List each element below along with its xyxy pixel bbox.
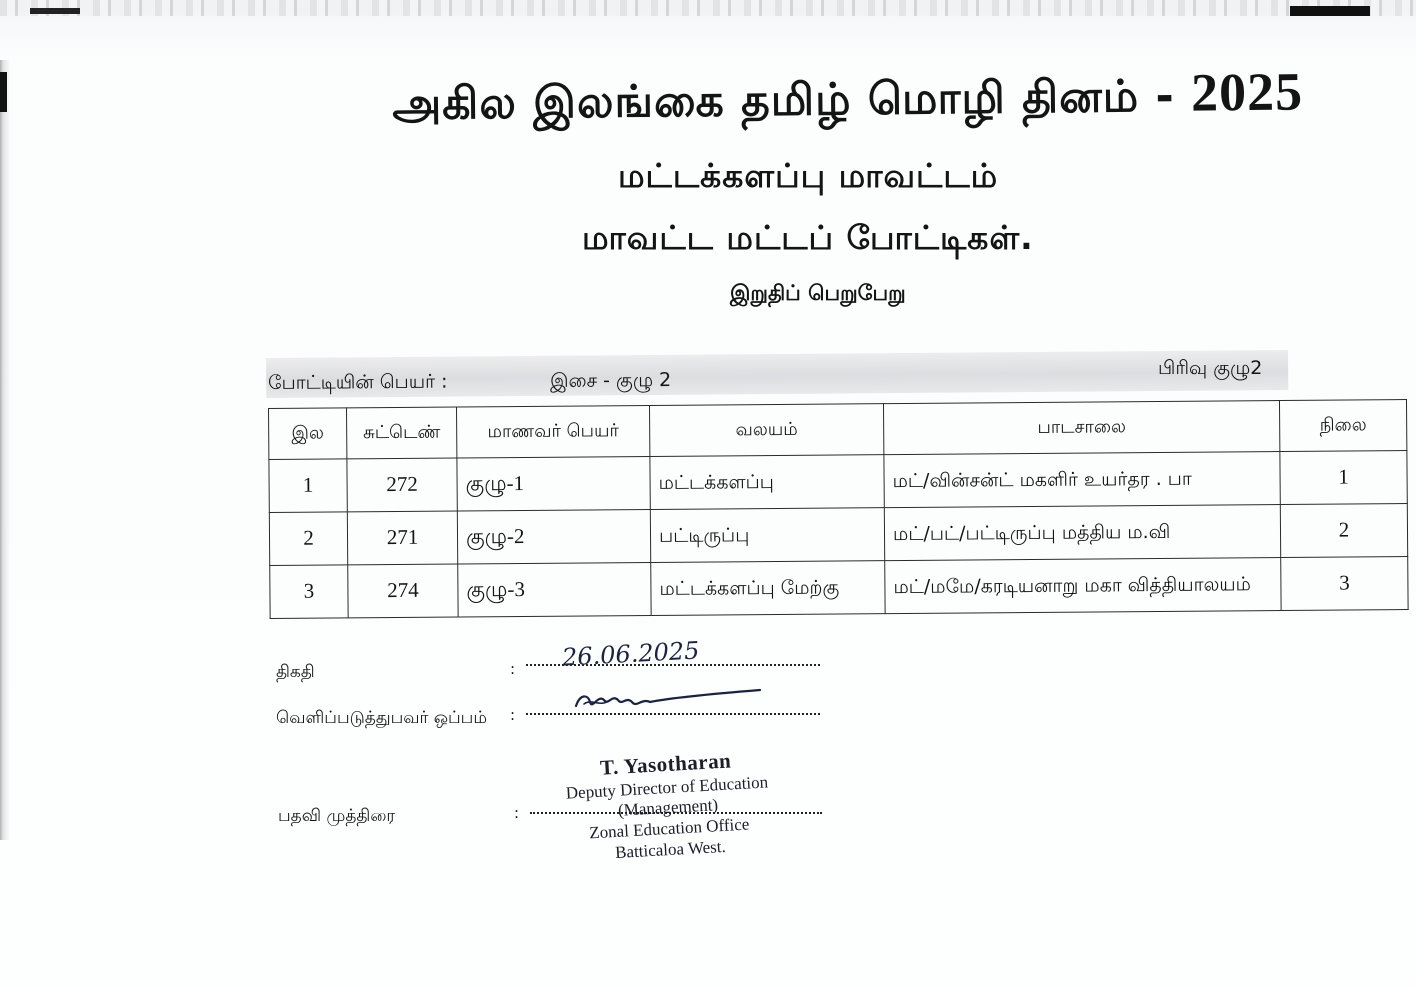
stamp-location: Batticaloa West. xyxy=(614,836,727,862)
scan-mark xyxy=(1290,6,1370,16)
cell-no: 2 xyxy=(269,512,347,566)
handwritten-signature xyxy=(570,680,770,720)
handwritten-date: 26.06.2025 xyxy=(561,636,701,672)
document-title xyxy=(392,60,1303,136)
cell-no: 1 xyxy=(269,459,347,513)
division-label: பிரிவு குழு2 xyxy=(1158,357,1263,379)
scan-edge-top xyxy=(0,0,1416,16)
official-stamp xyxy=(545,745,791,867)
cell-index: 274 xyxy=(348,564,458,618)
stamp-name: T. Yasotharan xyxy=(599,748,732,780)
scan-mark xyxy=(0,72,7,112)
table-header-row xyxy=(269,400,1407,460)
cell-zone: பட்டிருப்பு xyxy=(650,508,884,563)
column-header-place: நிலை xyxy=(1279,400,1406,452)
table-row xyxy=(269,451,1407,513)
document-title-year: 2025 xyxy=(1190,61,1304,123)
scan-edge-left xyxy=(0,60,10,840)
signature-label: வெளிப்படுத்துபவர் ஒப்பம் xyxy=(276,708,488,728)
competition-name-label: போட்டியின் பெயர் : xyxy=(268,370,448,394)
date-label: திகதி xyxy=(276,662,315,682)
date-colon: : xyxy=(510,660,516,678)
cell-place: 2 xyxy=(1280,504,1407,558)
column-header-index: சுட்டெண் xyxy=(347,407,457,459)
cell-place: 3 xyxy=(1281,557,1408,611)
seal-label: பதவி முத்திரை xyxy=(278,806,396,826)
stamp-designation: Deputy Director of Education xyxy=(565,772,769,803)
district-heading: மட்டக்களப்பு மாவட்டம் xyxy=(618,156,999,195)
table-row xyxy=(269,504,1407,566)
signature-colon: : xyxy=(510,706,516,724)
cell-school: மட்/வின்சன்ட் மகளிர் உயர்தர . பா xyxy=(884,452,1280,508)
document-title-text: அகில இலங்கை தமிழ் மொழி தினம் - xyxy=(392,70,1192,130)
column-header-zone: வலயம் xyxy=(649,404,883,457)
column-header-student: மாணவர் பெயர் xyxy=(456,406,649,459)
cell-no: 3 xyxy=(270,565,348,619)
cell-school: மட்/மமே/கரடியனாறு மகா வித்தியாலயம் xyxy=(885,558,1281,614)
cell-zone: மட்டக்களப்பு மேற்கு xyxy=(651,561,885,616)
results-table xyxy=(268,399,1409,619)
column-header-school: பாடசாலை xyxy=(883,401,1279,455)
cell-place: 1 xyxy=(1280,451,1407,505)
competition-name-value: இசை - குழு 2 xyxy=(550,369,672,392)
column-header-no: இல xyxy=(269,408,347,460)
cell-student: குழு-2 xyxy=(457,510,650,565)
cell-school: மட்/பட்/பட்டிருப்பு மத்திய ம.வி xyxy=(884,505,1280,561)
stamp-office: Zonal Education Office xyxy=(588,814,750,843)
seal-colon: : xyxy=(514,804,520,822)
final-results-heading: இறுதிப் பெறுபேறு xyxy=(730,281,906,305)
cell-zone: மட்டக்களப்பு xyxy=(650,455,884,510)
cell-student: குழு-1 xyxy=(457,457,650,512)
cell-index: 271 xyxy=(347,511,457,565)
stamp-division: (Management) xyxy=(617,795,719,821)
table-row xyxy=(270,557,1408,619)
competition-level-heading: மாவட்ட மட்டப் போட்டிகள். xyxy=(582,218,1034,257)
cell-index: 272 xyxy=(347,458,457,512)
scan-mark xyxy=(30,8,80,14)
cell-student: குழு-3 xyxy=(458,562,651,617)
